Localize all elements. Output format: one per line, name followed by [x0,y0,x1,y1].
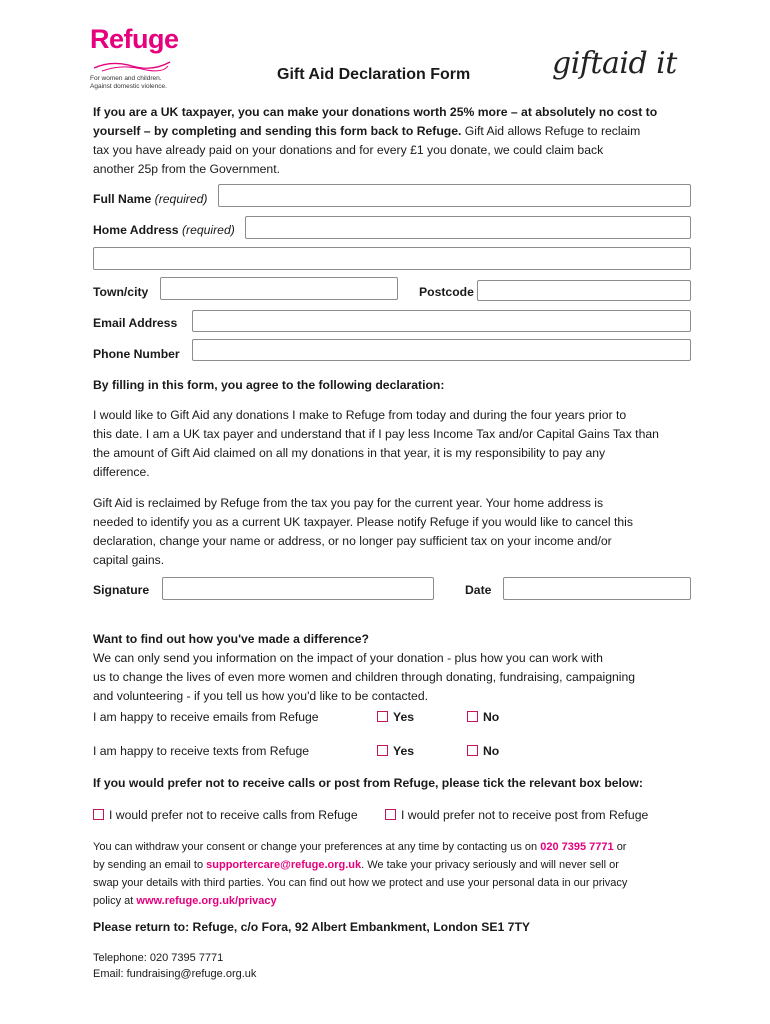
optout-post-option[interactable] [385,806,648,825]
intro-line-3: tax you have already paid on your donations and for every £1 you donate, we could claim back [93,143,604,157]
signature-label: Signature [93,583,150,597]
full-name-input[interactable] [218,184,691,207]
privacy-line-3: swap your details with third parties. You can find out how we protect and use your personal data in our privacy [93,877,628,889]
declaration-paragraph-1 [93,406,693,482]
optout-post-checkbox[interactable] [385,809,396,820]
optout-heading: If you would prefer not to receive calls or post from Refuge, please tick the relevant box below: [93,776,643,790]
date-label: Date [465,583,492,597]
declaration-p2-line-1: Gift Aid is reclaimed by Refuge from the tax you pay for the current year. Your home address is [93,496,604,510]
return-address: Please return to: Refuge, c/o Fora, 92 Albert Embankment, London SE1 7TY [93,920,531,934]
texts-pref-label: I am happy to receive texts from Refuge [93,744,310,758]
declaration-p1-line-4: difference. [93,465,150,479]
logo-tagline-1: For women and children. [90,75,162,82]
logo-swash-icon [92,58,172,74]
page-title: Gift Aid Declaration Form [277,66,471,83]
optout-calls-label: I would prefer not to receive calls from Refuge [109,808,358,822]
intro-line-2-bold: yourself – by completing and sending this form back to Refuge. [93,124,462,138]
home-address-label [93,221,235,240]
declaration-heading: By filling in this form, you agree to the following declaration: [93,378,445,392]
emails-pref-label: I am happy to receive emails from Refuge [93,710,319,724]
intro-line-1: If you are a UK taxpayer, you can make your donations worth 25% more – at absolutely no cost to [93,105,658,119]
footer-contact [93,950,256,982]
emails-yes-label: Yes [393,710,415,724]
full-name-required: (required) [154,192,208,206]
full-name-label-text: Full Name [93,192,152,206]
privacy-phone: 020 7395 7771 [540,841,614,853]
texts-yes-label: Yes [393,744,415,758]
date-input[interactable] [503,577,691,600]
postcode-input[interactable] [477,280,691,301]
email-input[interactable] [192,310,691,332]
privacy-email-link[interactable]: supportercare@refuge.org.uk [206,859,362,871]
intro-line-2-rest: Gift Aid allows Refuge to reclaim [464,124,641,138]
declaration-p2-line-2: needed to identify you as a current UK taxpayer. Please notify Refuge if you would like to cancel this [93,515,633,529]
privacy-url-link[interactable]: www.refuge.org.uk/privacy [136,895,277,907]
phone-label: Phone Number [93,347,180,361]
texts-yes-option[interactable] [377,742,414,761]
postcode-label: Postcode [419,285,474,299]
declaration-p1-line-3: the amount of Gift Aid claimed on all my donations in that year, it is my responsibility to pay any [93,446,606,460]
emails-no-checkbox[interactable] [467,711,478,722]
home-address-required: (required) [181,223,235,237]
refuge-logo [90,24,180,91]
full-name-label [93,190,207,209]
privacy-line-1b: or [616,841,627,853]
privacy-line-4a: policy at [93,895,134,907]
footer-telephone: Telephone: 020 7395 7771 [93,952,224,964]
giftaid-logo: giftaid it [552,46,677,81]
intro-line-4: another 25p from the Government. [93,162,280,176]
phone-input[interactable] [192,339,691,361]
emails-no-label: No [483,710,500,724]
home-address-label-text: Home Address [93,223,179,237]
footer-email: Email: fundraising@refuge.org.uk [93,968,257,980]
privacy-line-1a: You can withdraw your consent or change your preferences at any time by contacting us on [93,841,538,853]
texts-no-option[interactable] [467,742,499,761]
town-label: Town/city [93,285,149,299]
declaration-p2-line-4: capital gains. [93,553,165,567]
logo-wordmark: Refuge [90,24,179,54]
emails-yes-checkbox[interactable] [377,711,388,722]
town-input[interactable] [160,277,398,300]
optout-calls-option[interactable] [93,806,358,825]
optout-post-label: I would prefer not to receive post from Refuge [401,808,649,822]
declaration-p1-line-2: this date. I am a UK tax payer and understand that if I pay less Income Tax and/or Capital Gains Tax than [93,427,659,441]
privacy-line-2b: . We take your privacy seriously and will never sell or [361,859,619,871]
texts-yes-checkbox[interactable] [377,745,388,756]
contact-section [93,630,693,706]
contact-heading: Want to find out how you've made a difference? [93,632,370,646]
signature-input[interactable] [162,577,434,600]
contact-line-3: and volunteering - if you tell us how you'd like to be contacted. [93,689,428,703]
emails-no-option[interactable] [467,708,499,727]
contact-line-2: us to change the lives of even more women and children through donating, fundraising, campaigning [93,670,636,684]
home-address-input[interactable] [245,216,691,239]
privacy-line-2a: by sending an email to [93,859,204,871]
declaration-p1-line-1: I would like to Gift Aid any donations I make to Refuge from today and during the four years prior to [93,408,627,422]
email-label: Email Address [93,316,178,330]
texts-no-label: No [483,744,500,758]
texts-no-checkbox[interactable] [467,745,478,756]
home-address-line-2-input[interactable] [93,247,691,270]
contact-line-1: We can only send you information on the impact of your donation - plus how you can work with [93,651,603,665]
declaration-paragraph-2 [93,494,693,570]
logo-tagline-2: Against domestic violence. [90,83,167,90]
intro-paragraph [93,103,693,179]
optout-calls-checkbox[interactable] [93,809,104,820]
privacy-paragraph [93,838,693,910]
declaration-p2-line-3: declaration, change your name or address, or no longer pay sufficient tax on your income and/or [93,534,612,548]
emails-yes-option[interactable] [377,708,414,727]
